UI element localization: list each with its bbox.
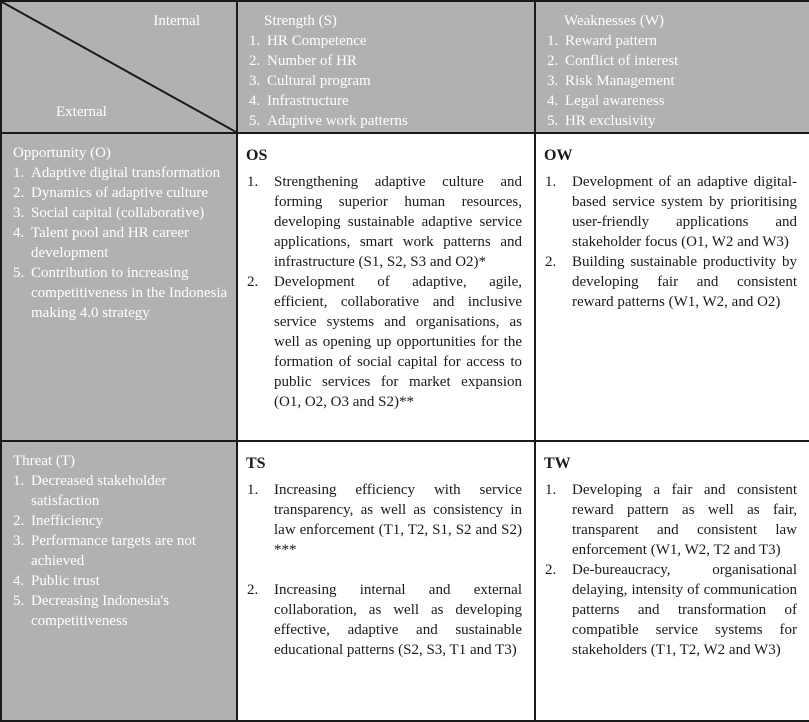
weakness-title: Weaknesses (W) — [564, 13, 664, 29]
corner-cell — [1, 1, 237, 133]
weakness-item: 4. Legal awareness — [547, 93, 665, 109]
tw-item: 1. Developing a fair and consistent reward pattern as well as fair, transparent and consistent law enforcement (W1, W2, T2 and T3) — [545, 482, 797, 558]
weakness-item: 2. Conflict of interest — [547, 53, 679, 69]
strength-title: Strength (S) — [264, 13, 337, 29]
opportunity-item: 2. Dynamics of adaptive culture — [13, 185, 209, 201]
ts-item: 1. Increasing efficiency with service transparency, as well as consistency in law enforcement (T1, T2, S1, S2 and S2) *** — [247, 482, 522, 558]
strength-item: 5. Adaptive work patterns — [249, 113, 408, 129]
threat-item: 3. Performance targets are not achieved — [13, 533, 197, 569]
ow-item: 1. Development of an adaptive digital-based service system by prioritising user-friendly applications and stakeholder focus (O1, W2 and W3) — [545, 174, 797, 250]
threat-row — [1, 441, 809, 721]
threat-item: 4. Public trust — [13, 573, 100, 589]
os-item: 1. Strengthening adaptive culture and forming superior human resources, developing sustainable adaptive service applications, smart work patterns and infrastructure (S1, S2, S3 and O2)* — [247, 174, 522, 270]
opportunity-item: 3. Social capital (collaborative) — [13, 205, 205, 221]
strength-list — [238, 31, 534, 131]
weakness-item: 1. Reward pattern — [547, 33, 658, 49]
ow-list — [536, 172, 809, 312]
ts-item: 2. Increasing internal and external collaboration, as well as developing effective, adaptive and sustainable educational patterns (S2, S3, T1 and T3) — [247, 582, 522, 658]
opportunity-row — [1, 133, 809, 441]
threat-item: 1. Decreased stakeholder satisfaction — [13, 473, 167, 509]
diagonal-line — [2, 2, 236, 132]
weakness-item: 3. Risk Management — [547, 73, 675, 89]
threat-list — [2, 471, 236, 631]
weakness-item: 5. HR exclusivity — [547, 113, 656, 129]
tw-item: 2. De-bureaucracy, organisational delaying, intensity of communication patterns and transformation of compatible service systems for stakeholders (T1, T2, W2 and W3) — [545, 562, 797, 658]
strength-item: 2. Number of HR — [249, 53, 357, 69]
threat-item: 2. Inefficiency — [13, 513, 104, 529]
weakness-list — [536, 31, 809, 131]
tw-title: TW — [544, 455, 571, 472]
ow-cell — [535, 133, 809, 441]
threat-item: 5. Decreasing Indonesia's competitiveness — [13, 593, 170, 629]
os-cell — [237, 133, 535, 441]
weakness-header-cell — [535, 1, 809, 133]
header-row — [1, 1, 809, 133]
ow-title: OW — [544, 147, 573, 164]
strength-item: 3. Cultural program — [249, 73, 371, 89]
external-label: External — [56, 104, 107, 120]
threat-cell — [1, 441, 237, 721]
tw-list — [536, 480, 809, 660]
opportunity-item: 4. Talent pool and HR career development — [13, 225, 190, 261]
ts-list — [238, 480, 534, 660]
opportunity-cell — [1, 133, 237, 441]
ts-cell — [237, 441, 535, 721]
opportunity-item: 5. Contribution to increasing competitiveness in the Indonesia making 4.0 strategy — [13, 265, 228, 321]
strength-item: 1. HR Competence — [249, 33, 367, 49]
internal-label: Internal — [153, 13, 200, 29]
ow-item: 2. Building sustainable productivity by developing fair and consistent reward patterns (W1, W2, and O2) — [545, 254, 797, 310]
os-list — [238, 172, 534, 412]
strength-header-cell — [237, 1, 535, 133]
opportunity-title: Opportunity (O) — [13, 145, 111, 161]
opportunity-list — [2, 163, 236, 323]
opportunity-item: 1. Adaptive digital transformation — [13, 165, 221, 181]
os-title: OS — [246, 147, 268, 164]
os-item: 2. Development of adaptive, agile, efficient, collaborative and inclusive service systems and organisations, as well as opening up opportunities for the formation of social capital for access to public services for market expansion (O1, O2, O3 and S2)** — [247, 274, 522, 410]
threat-title: Threat (T) — [13, 453, 76, 469]
strength-item: 4. Infrastructure — [249, 93, 349, 109]
tw-cell — [535, 441, 809, 721]
ts-title: TS — [246, 455, 266, 472]
